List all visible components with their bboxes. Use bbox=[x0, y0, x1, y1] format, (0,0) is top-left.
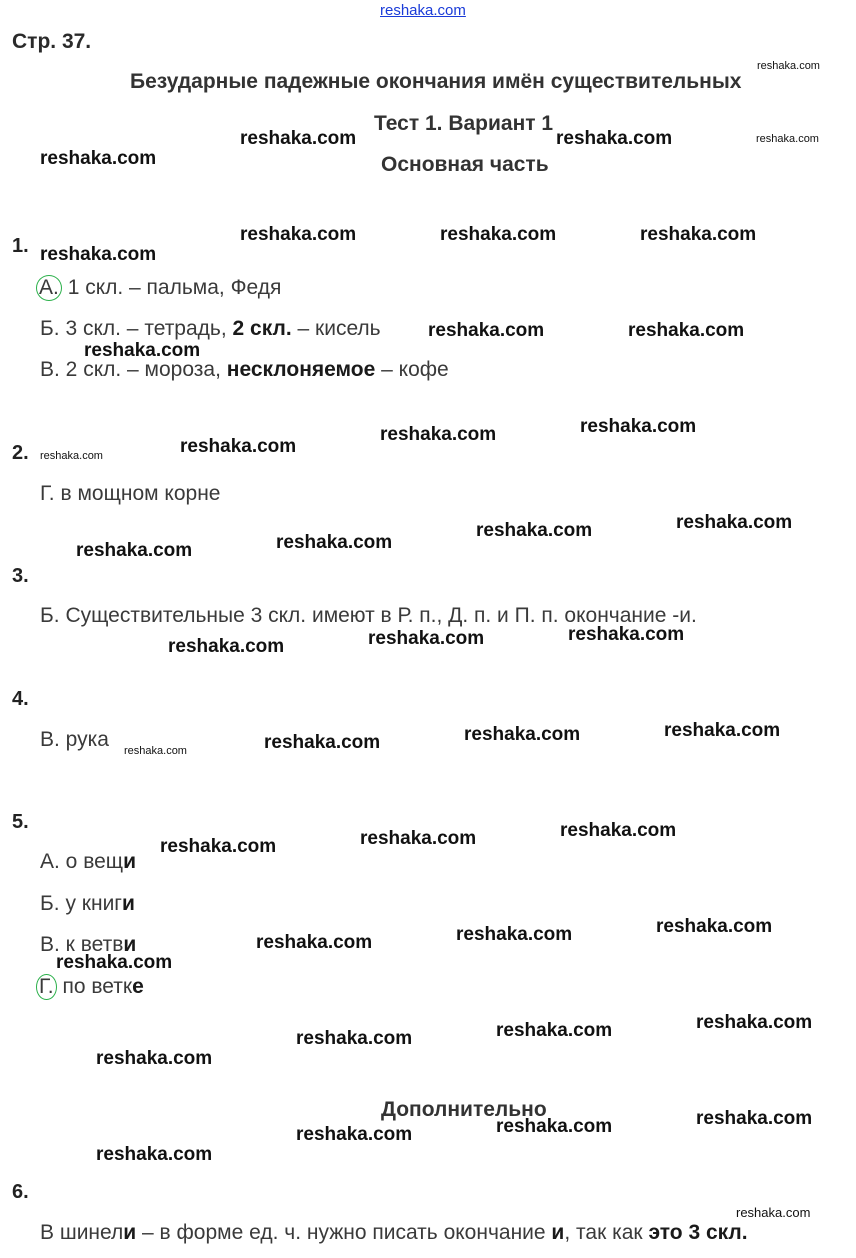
page-number: Стр. 37. bbox=[12, 30, 92, 53]
watermark: reshaka.com bbox=[180, 436, 297, 457]
question-number-5: 5. bbox=[12, 811, 29, 833]
question-number-4: 4. bbox=[12, 688, 29, 710]
watermark: reshaka.com bbox=[428, 320, 545, 341]
watermark: reshaka.com bbox=[368, 628, 485, 649]
watermark: reshaka.com bbox=[757, 60, 820, 72]
q1-option-a: А. 1 скл. – пальма, Федя bbox=[36, 275, 281, 301]
watermark: reshaka.com bbox=[40, 244, 157, 265]
selected-answer-circle: Г. bbox=[36, 974, 57, 1000]
watermark: reshaka.com bbox=[296, 1124, 413, 1145]
watermark: reshaka.com bbox=[676, 512, 793, 533]
watermark: reshaka.com bbox=[440, 224, 557, 245]
watermark: reshaka.com bbox=[656, 916, 773, 937]
top-watermark-link[interactable]: reshaka.com bbox=[380, 2, 466, 19]
watermark: reshaka.com bbox=[168, 636, 285, 657]
watermark: reshaka.com bbox=[556, 128, 673, 149]
watermark: reshaka.com bbox=[476, 520, 593, 541]
watermark: reshaka.com bbox=[456, 924, 573, 945]
watermark: reshaka.com bbox=[124, 745, 187, 757]
q5-option-g: Г. по ветке bbox=[36, 974, 144, 1000]
question-number-2: 2. bbox=[12, 442, 29, 464]
watermark: reshaka.com bbox=[696, 1108, 813, 1129]
watermark: reshaka.com bbox=[756, 133, 819, 145]
watermark: reshaka.com bbox=[240, 128, 357, 149]
watermark: reshaka.com bbox=[560, 820, 677, 841]
watermark: reshaka.com bbox=[96, 1048, 213, 1069]
watermark: reshaka.com bbox=[464, 724, 581, 745]
watermark: reshaka.com bbox=[96, 1144, 213, 1165]
watermark: reshaka.com bbox=[380, 424, 497, 445]
q4-answer: В. рука bbox=[40, 728, 109, 751]
q5-option-a: А. о вещи bbox=[40, 850, 136, 873]
q3-answer: Б. Существительные 3 скл. имеют в Р. п., Д. п. и П. п. окончание -и. bbox=[40, 604, 697, 627]
watermark: reshaka.com bbox=[628, 320, 745, 341]
q6-answer: В шинели – в форме ед. ч. нужно писать окончание и, так как это 3 скл. bbox=[40, 1221, 748, 1244]
question-number-3: 3. bbox=[12, 565, 29, 587]
selected-answer-circle: А. bbox=[36, 275, 62, 301]
watermark: reshaka.com bbox=[736, 1205, 811, 1220]
watermark: reshaka.com bbox=[276, 532, 393, 553]
section-extra-heading: Дополнительно bbox=[381, 1098, 547, 1121]
section-main-heading: Основная часть bbox=[381, 153, 549, 176]
watermark: reshaka.com bbox=[580, 416, 697, 437]
watermark: reshaka.com bbox=[40, 148, 157, 169]
q5-option-v: В. к ветви bbox=[40, 933, 137, 956]
watermark: reshaka.com bbox=[76, 540, 193, 561]
watermark: reshaka.com bbox=[56, 952, 173, 973]
q1-option-v: В. 2 скл. – мороза, несклоняемое – кофе bbox=[40, 358, 449, 381]
watermark: reshaka.com bbox=[664, 720, 781, 741]
watermark: reshaka.com bbox=[496, 1020, 613, 1041]
q5-option-b: Б. у книги bbox=[40, 892, 135, 915]
question-number-6: 6. bbox=[12, 1181, 29, 1203]
test-title: Тест 1. Вариант 1 bbox=[374, 112, 554, 135]
question-number-1: 1. bbox=[12, 235, 29, 257]
watermark: reshaka.com bbox=[264, 732, 381, 753]
q2-answer: Г. в мощном корне bbox=[40, 482, 221, 505]
watermark: reshaka.com bbox=[240, 224, 357, 245]
watermark: reshaka.com bbox=[696, 1012, 813, 1033]
watermark: reshaka.com bbox=[568, 624, 685, 645]
watermark: reshaka.com bbox=[496, 1116, 613, 1137]
watermark: reshaka.com bbox=[640, 224, 757, 245]
watermark: reshaka.com bbox=[360, 828, 477, 849]
watermark: reshaka.com bbox=[84, 340, 201, 361]
q1-option-b: Б. 3 скл. – тетрадь, 2 скл. – кисель bbox=[40, 317, 381, 340]
watermark: reshaka.com bbox=[256, 932, 373, 953]
page-title: Безударные падежные окончания имён существительных bbox=[130, 70, 742, 93]
watermark: reshaka.com bbox=[160, 836, 277, 857]
watermark: reshaka.com bbox=[40, 450, 103, 462]
watermark: reshaka.com bbox=[296, 1028, 413, 1049]
